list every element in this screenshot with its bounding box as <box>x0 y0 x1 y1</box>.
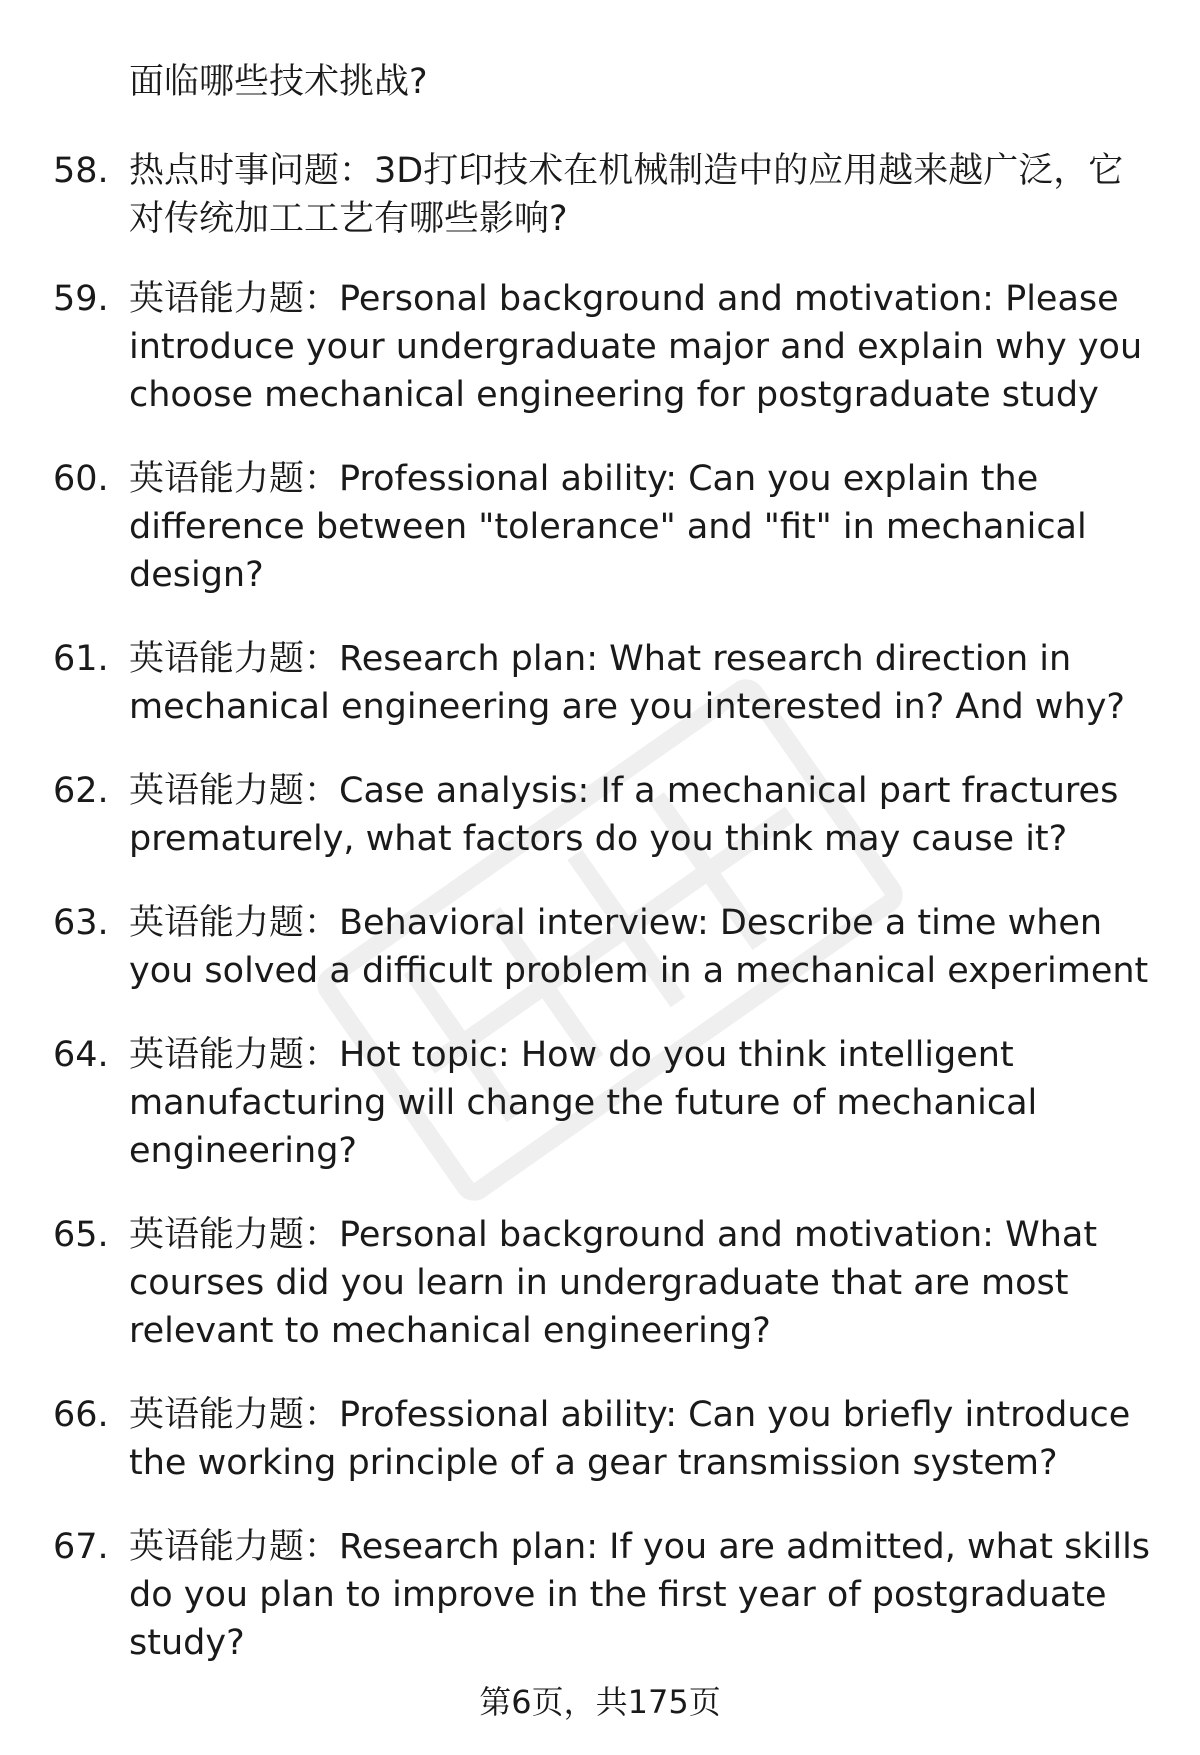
question-text: 热点时事问题：3D打印技术在机械制造中的应用越来越广泛，它 对传统加工工艺有哪些影响? <box>129 151 1124 239</box>
question-text: 英语能力题：Personal background and motivation: Please introduce your undergraduate major and explain why you choose mechanical engineering for postgraduate study <box>129 279 1143 415</box>
question-number: 61. <box>53 639 109 679</box>
question-number: 62. <box>53 771 109 811</box>
question-number: 60. <box>53 459 109 499</box>
question-text: 英语能力题：Case analysis: If a mechanical part fractures prematurely, what factors do you think may cause it? <box>129 771 1119 859</box>
continued-question-text: 面临哪些技术挑战? <box>129 62 428 102</box>
question-number: 65. <box>53 1215 109 1255</box>
question-number: 67. <box>53 1527 109 1567</box>
question-text: 英语能力题：Research plan: If you are admitted, what skills do you plan to improve in the first year of postgraduate study? <box>129 1527 1151 1663</box>
question-number: 59. <box>53 279 109 319</box>
question-number: 66. <box>53 1395 109 1435</box>
page-footer: 第6页，共175页 <box>479 1683 721 1721</box>
question-text: 英语能力题：Professional ability: Can you briefly introduce the working principle of a gear transmission system? <box>129 1395 1131 1483</box>
question-text: 英语能力题：Professional ability: Can you explain the difference between "tolerance" and "fit" in mechanical design? <box>129 459 1087 595</box>
question-number: 64. <box>53 1035 109 1075</box>
question-text: 英语能力题：Hot topic: How do you think intelligent manufacturing will change the future of mechanical engineering? <box>129 1035 1038 1171</box>
question-number: 58. <box>53 151 109 191</box>
question-text: 英语能力题：Personal background and motivation: What courses did you learn in undergraduate that are most relevant to mechanical engineering? <box>129 1215 1098 1351</box>
question-number: 63. <box>53 903 109 943</box>
question-text: 英语能力题：Behavioral interview: Describe a time when you solved a difficult problem in a mechanical experiment <box>129 903 1149 991</box>
question-text: 英语能力题：Research plan: What research direction in mechanical engineering are you interested in? And why? <box>129 639 1125 727</box>
